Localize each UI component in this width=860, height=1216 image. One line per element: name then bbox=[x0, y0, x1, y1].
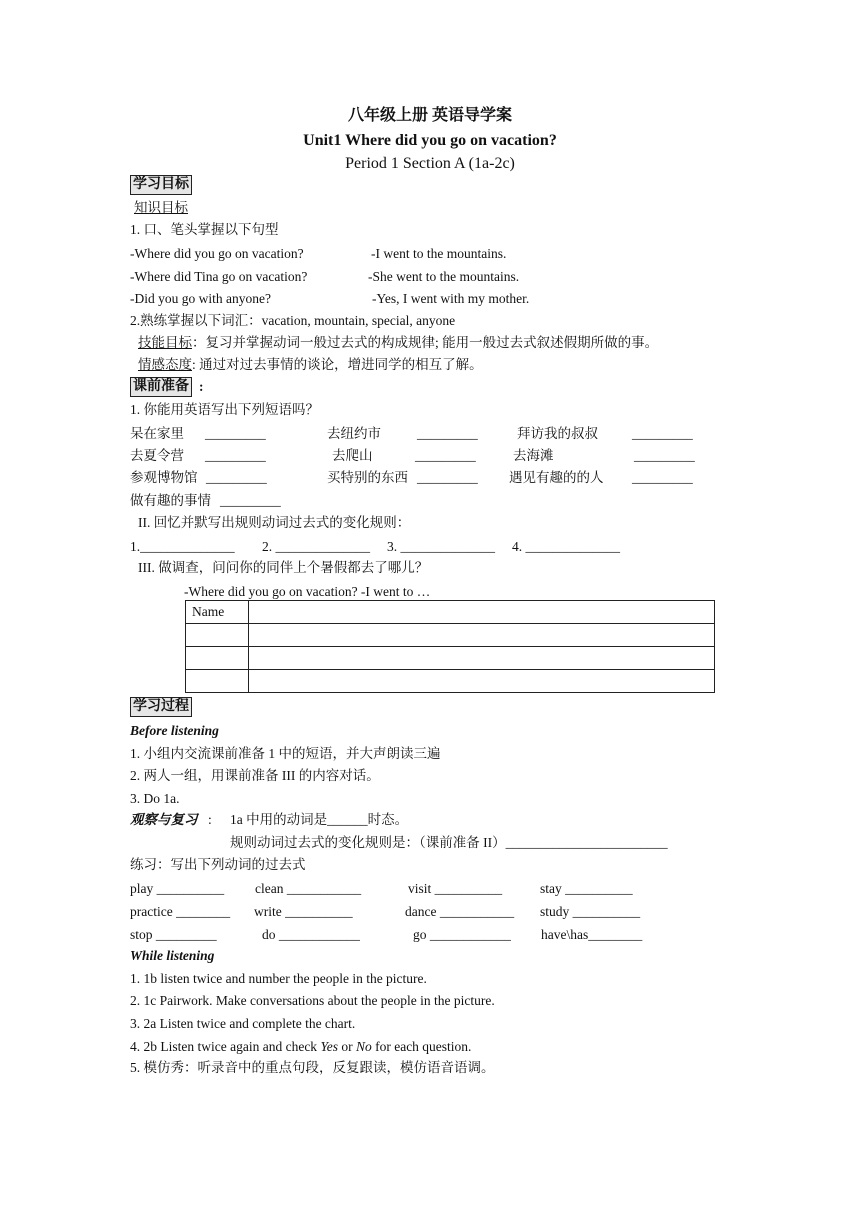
process-header: 学习过程 bbox=[130, 697, 192, 717]
observe-colon: : bbox=[208, 812, 212, 827]
verb-3-2[interactable]: do ____________ bbox=[262, 927, 360, 942]
verb-1-1[interactable]: play __________ bbox=[130, 881, 225, 896]
blank[interactable]: _________ bbox=[206, 470, 267, 485]
while-item-4-post: for each question. bbox=[371, 1039, 472, 1054]
table-cell[interactable] bbox=[249, 647, 715, 670]
blank[interactable]: _________ bbox=[415, 448, 476, 463]
phrase-3-2: 买特别的东西 bbox=[327, 470, 408, 485]
table-row bbox=[186, 670, 715, 693]
phrase-1-3: 拜访我的叔叔 bbox=[517, 426, 598, 441]
emotion-goal-label: 情感态度 bbox=[138, 357, 192, 372]
rule-blank-4[interactable]: 4. ______________ bbox=[512, 539, 620, 554]
goal-item-2: 2.熟练掌握以下词汇：vacation, mountain, special, anyone bbox=[130, 313, 456, 328]
observe-label: 观察与复习 bbox=[130, 812, 198, 827]
while-listening-heading: While listening bbox=[130, 948, 215, 963]
goals-header: 学习目标 bbox=[130, 175, 192, 195]
rule-blank-1[interactable]: 1.______________ bbox=[130, 539, 235, 554]
before-item-1: 1. 小组内交流课前准备 1 中的短语，并大声朗读三遍 bbox=[130, 746, 441, 761]
emotion-goal-line bbox=[138, 356, 483, 374]
blank[interactable]: _________ bbox=[417, 470, 478, 485]
verb-2-3[interactable]: dance ___________ bbox=[405, 904, 515, 919]
phrase-3-1: 参观博物馆 bbox=[130, 470, 198, 485]
skill-goal-line bbox=[138, 334, 658, 352]
practice-label: 练习：写出下列动词的过去式 bbox=[130, 857, 306, 872]
table-cell[interactable] bbox=[186, 624, 249, 647]
table-cell[interactable] bbox=[186, 647, 249, 670]
verb-2-4[interactable]: study __________ bbox=[540, 904, 641, 919]
skill-goal-label: 技能目标 bbox=[138, 335, 192, 350]
survey-prompt: -Where did you go on vacation? -I went to … bbox=[184, 584, 431, 599]
table-cell[interactable] bbox=[186, 670, 249, 693]
verb-1-4[interactable]: stay __________ bbox=[540, 881, 633, 896]
while-item-5: 5. 模仿秀：听录音中的重点句段，反复跟读，模仿语音语调。 bbox=[130, 1060, 495, 1075]
while-item-1: 1. 1b listen twice and number the people in the picture. bbox=[130, 971, 427, 986]
phrase-3-3: 遇见有趣的的人 bbox=[509, 470, 604, 485]
table-cell[interactable] bbox=[249, 670, 715, 693]
prep-header-colon: : bbox=[199, 379, 204, 394]
blank[interactable]: _________ bbox=[632, 470, 693, 485]
dialog-a-3: -Yes, I went with my mother. bbox=[372, 291, 530, 306]
dialog-a-1: -I went to the mountains. bbox=[371, 246, 507, 261]
before-listening-heading: Before listening bbox=[130, 723, 219, 738]
before-item-3: 3. Do 1a. bbox=[130, 791, 180, 806]
while-item-4-pre: 4. 2b Listen twice again and check bbox=[130, 1039, 321, 1054]
phrase-1-1: 呆在家里 bbox=[130, 426, 184, 441]
phrase-2-3: 去海滩 bbox=[513, 448, 554, 463]
emotion-goal-text: : 通过对过去事情的谈论，增进同学的相互了解。 bbox=[192, 357, 483, 372]
verb-3-4[interactable]: have\has________ bbox=[541, 927, 643, 942]
knowledge-goal-label: 知识目标 bbox=[134, 200, 188, 215]
phrase-2-1: 去夏令营 bbox=[130, 448, 184, 463]
dialog-a-2: -She went to the mountains. bbox=[368, 269, 520, 284]
blank[interactable]: _________ bbox=[634, 448, 695, 463]
prep-q1: 1. 你能用英语写出下列短语吗？ bbox=[130, 402, 319, 417]
while-item-2: 2. 1c Pairwork. Make conversations about the people in the picture. bbox=[130, 993, 495, 1008]
prep-q3: III. 做调查，问问你的同伴上个暑假都去了哪儿？ bbox=[138, 560, 429, 575]
verb-3-1[interactable]: stop _________ bbox=[130, 927, 217, 942]
prep-q2: II. 回忆并默写出规则动词过去式的变化规则： bbox=[138, 515, 411, 530]
dialog-q-1: -Where did you go on vacation? bbox=[130, 246, 304, 261]
table-cell[interactable] bbox=[249, 624, 715, 647]
yes-word: Yes bbox=[320, 1039, 338, 1054]
verb-3-3[interactable]: go ____________ bbox=[413, 927, 511, 942]
dialog-q-3: -Did you go with anyone? bbox=[130, 291, 271, 306]
unit-title: Unit1 Where did you go on vacation? bbox=[303, 132, 557, 149]
page-title: 八年级上册 英语导学案 bbox=[347, 107, 512, 124]
table-header-name: Name bbox=[186, 601, 249, 624]
rule-blank-3[interactable]: 3. ______________ bbox=[387, 539, 495, 554]
rule-blank-2[interactable]: 2. ______________ bbox=[262, 539, 370, 554]
blank[interactable]: _________ bbox=[220, 493, 281, 508]
observe-line-1: 1a 中用的动词是______时态。 bbox=[230, 812, 409, 827]
while-item-4 bbox=[130, 1038, 471, 1056]
table-cell[interactable] bbox=[249, 601, 715, 624]
skill-goal-text: ：复习并掌握动词一般过去式的构成规律; 能用一般过去式叙述假期所做的事。 bbox=[192, 335, 659, 350]
phrase-1-2: 去纽约市 bbox=[327, 426, 381, 441]
goal-item-1: 1. 口、笔头掌握以下句型 bbox=[130, 222, 279, 237]
blank[interactable]: _________ bbox=[632, 426, 693, 441]
before-item-2: 2. 两人一组，用课前准备 III 的内容对话。 bbox=[130, 768, 380, 783]
blank[interactable]: _________ bbox=[417, 426, 478, 441]
or-word: or bbox=[337, 1039, 356, 1054]
while-item-3: 3. 2a Listen twice and complete the chart. bbox=[130, 1016, 356, 1031]
observe-line-2: 规则动词过去式的变化规则是：（课前准备 II）________________________ bbox=[230, 835, 668, 850]
phrase-2-2: 去爬山 bbox=[332, 448, 373, 463]
verb-1-2[interactable]: clean ___________ bbox=[255, 881, 362, 896]
no-word: No bbox=[355, 1039, 372, 1054]
blank[interactable]: _________ bbox=[205, 426, 266, 441]
phrase-4-1: 做有趣的事情 bbox=[130, 493, 211, 508]
table-row bbox=[186, 624, 715, 647]
dialog-q-2: -Where did Tina go on vacation? bbox=[130, 269, 308, 284]
period-title: Period 1 Section A (1a-2c) bbox=[345, 155, 515, 172]
table-row bbox=[186, 601, 715, 624]
prep-header: 课前准备 bbox=[130, 377, 192, 397]
verb-1-3[interactable]: visit __________ bbox=[408, 881, 503, 896]
verb-2-1[interactable]: practice ________ bbox=[130, 904, 231, 919]
table-row bbox=[186, 647, 715, 670]
survey-table bbox=[185, 600, 715, 693]
verb-2-2[interactable]: write __________ bbox=[254, 904, 353, 919]
blank[interactable]: _________ bbox=[205, 448, 266, 463]
